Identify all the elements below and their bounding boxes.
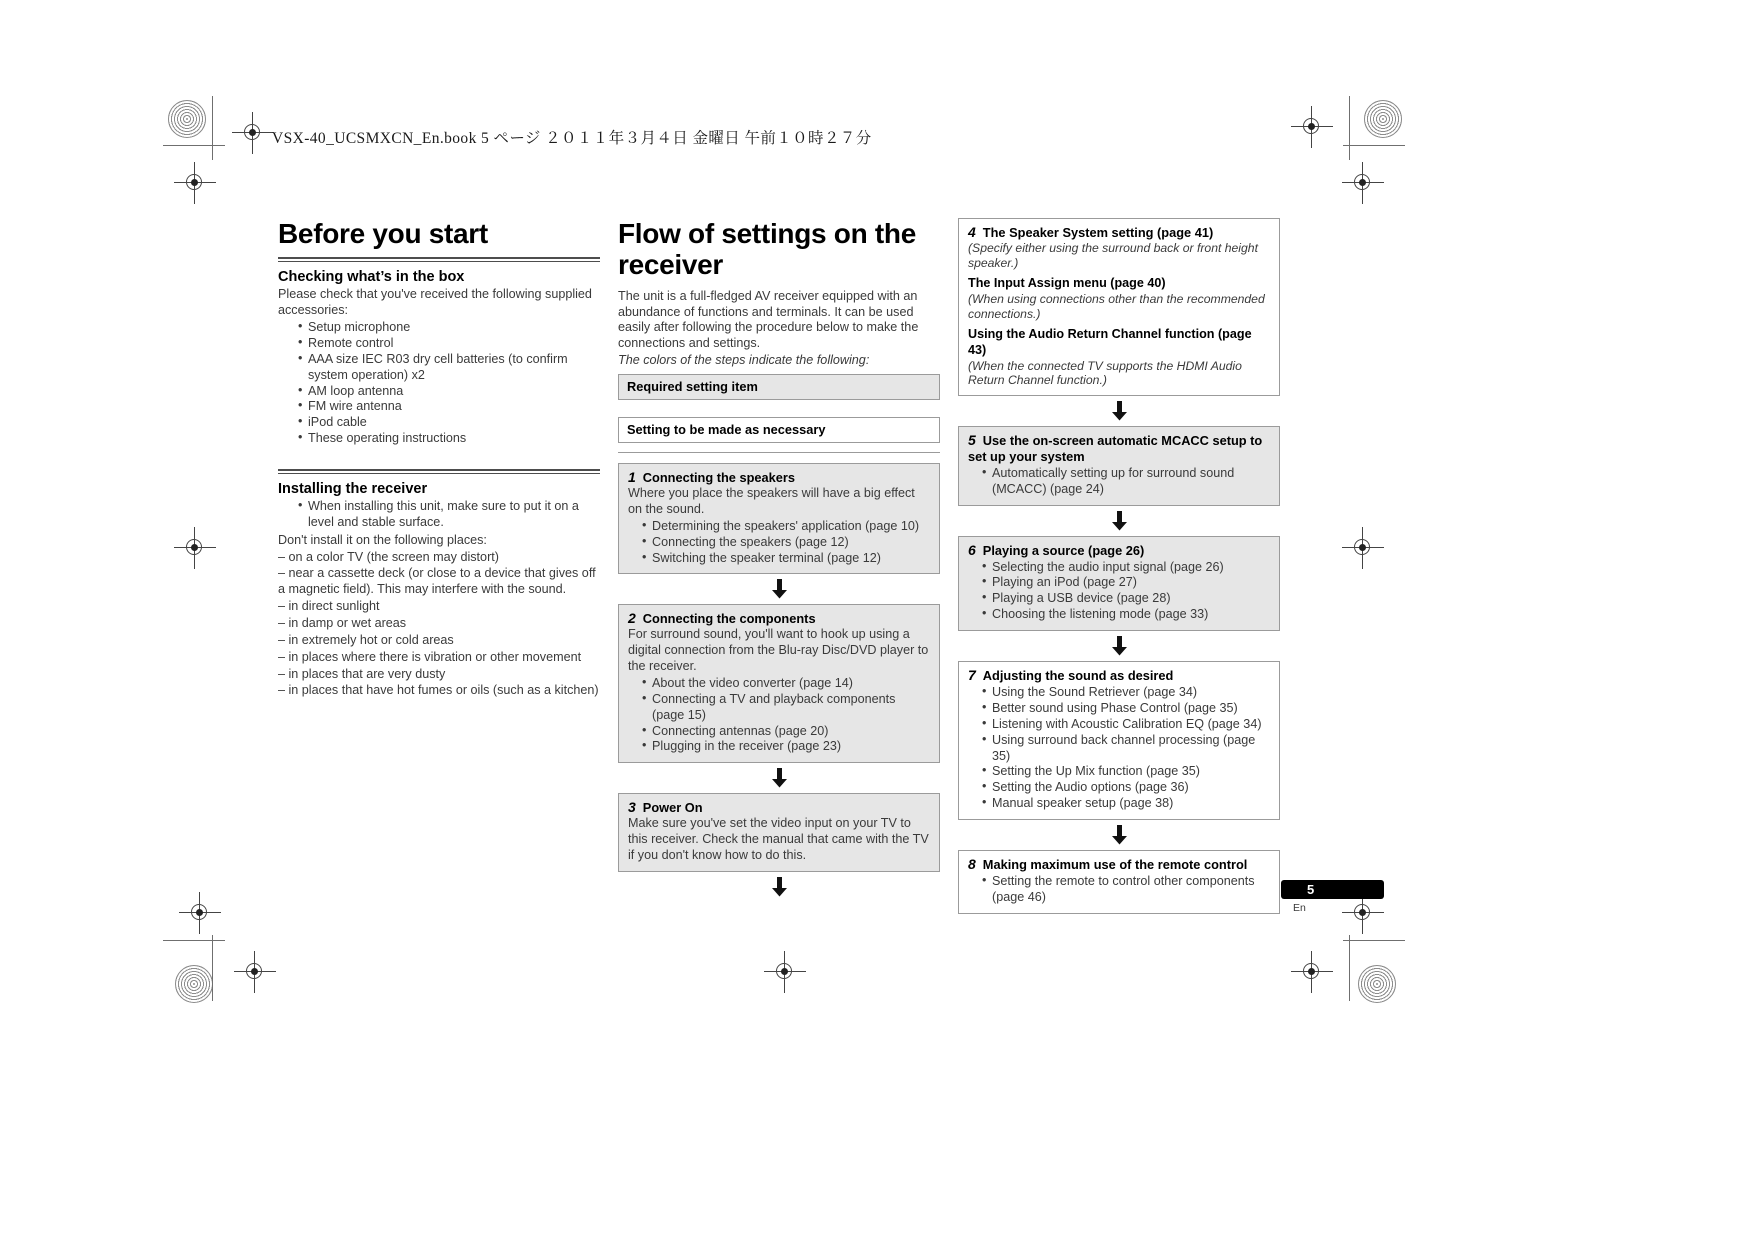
list-item: • Automatically setting up for surround sound (MCACC) (page 24) [982,466,1270,498]
crop-line-top-left-v [212,96,213,160]
step-1-body: Where you place the speakers will have a big effect on the sound. [628,486,915,516]
registration-target-left-upper [180,168,210,198]
crop-line-bottom-left-v [212,935,213,1001]
step-2-body: For surround sound, you'll want to hook up using a digital connection from the Blu-ray Disc/DVD player to the receiver. [628,627,929,674]
flow-arrow-down-icon [958,401,1280,421]
registration-circle-top-left [168,100,206,138]
list-item: • Connecting the speakers (page 12) [642,535,930,551]
page-number-badge [1281,880,1384,899]
step-box-8 [958,850,1280,914]
list-item: • Setting the Up Mix function (page 35) [982,764,1270,780]
step-number: 1 [628,469,636,486]
step-title: Use the on-screen automatic MCACC setup to set up your system [968,433,1263,465]
step-title: Connecting the speakers [642,470,795,486]
step-7-bullets [968,685,1270,812]
heading-checking-box: Checking what’s in the box [278,269,465,286]
step-number: 5 [968,432,976,449]
registration-target-top-left [238,118,268,148]
step-title: Connecting the components [642,611,816,627]
list-item: • AM loop antenna [298,384,600,400]
list-item: • Selecting the audio input signal (page 26) [982,560,1270,576]
file-header-text: VSX-40_UCSMXCN_En.book 5 ページ ２０１１年３月４日 金曜日 午前１０時２７分 [272,130,872,147]
registration-target-right-mid [1348,533,1378,563]
flow-arrow-down-icon [618,768,940,788]
flow-arrow-down-icon [958,825,1280,845]
flow-arrow-down-icon [958,511,1280,531]
flow-arrow-down-icon [958,636,1280,656]
list-item: • Manual speaker setup (page 38) [982,796,1270,812]
crop-line-top-left-h [163,145,225,146]
registration-target-top-right [1297,112,1327,142]
legend-required-setting: Required setting item [618,374,940,400]
step-number: 3 [628,799,636,816]
list-item: • Setup microphone [298,320,600,336]
legend-intro: The colors of the steps indicate the following: [618,353,870,368]
step-title: Adjusting the sound as desired [982,668,1174,684]
step-box-4 [958,218,1280,396]
list-item: • AAA size IEC R03 dry cell batteries (to confirm system operation) x2 [298,352,600,384]
list-item: • Using surround back channel processing (page 35) [982,733,1270,765]
step-5-heading [968,432,1270,465]
language-label: En [1293,902,1306,914]
step-3-heading [628,799,930,816]
step-box-2 [618,604,940,763]
step-title: The Speaker System setting (page 41) [982,225,1214,240]
registration-target-right-upper [1348,168,1378,198]
registration-target-bottom-center [770,957,800,987]
registration-circle-bottom-right [1358,965,1396,1003]
rule-divider [278,257,600,262]
step-5-bullets [968,466,1270,498]
flow-arrow-down-icon [618,579,940,599]
list-item: • Better sound using Phase Control (page 35) [982,701,1270,717]
registration-target-bottom-left [240,957,270,987]
list-item: • These operating instructions [298,431,600,447]
dash-item: – in places that have hot fumes or oils (such as a kitchen) [278,683,599,698]
step-number: 6 [968,541,976,558]
step-8-bullets [968,874,1270,906]
list-item: • About the video converter (page 14) [642,676,930,692]
registration-circle-top-right [1364,100,1402,138]
list-item: • Playing an iPod (page 27) [982,575,1270,591]
step-title: Making maximum use of the remote control [982,857,1248,872]
list-item: • Connecting a TV and playback components (page 15) [642,692,930,724]
list-item: • When installing this unit, make sure to put it on a level and stable surface. [298,499,600,531]
registration-target-left-mid [180,533,210,563]
step-number: 8 [968,856,976,872]
step-box-1 [618,463,940,574]
left-column [278,218,600,700]
step-number: 7 [968,667,976,684]
installing-lead: Don't install it on the following places: [278,532,487,547]
list-item: • Plugging in the receiver (page 23) [642,739,930,755]
list-item: • Remote control [298,336,600,352]
middle-column [618,218,940,902]
page-title-before-you-start: Before you start [278,218,488,249]
list-item: • Determining the speakers' application (page 10) [642,519,930,535]
crop-line-top-right-v [1349,96,1350,160]
dash-item: – in damp or wet areas [278,615,407,630]
list-item: • Setting the remote to control other components (page 46) [982,874,1270,906]
step-6-bullets [968,560,1270,623]
registration-target-left-lower [185,898,215,928]
step-1-bullets [628,519,930,567]
flow-intro: The unit is a full-fledged AV receiver equipped with an abundance of functions and terminals. It can be used easily after following the procedure below to make the connections and settings. [618,288,919,351]
step-box-5 [958,426,1280,505]
box-contents-list [278,320,600,447]
legend-optional-setting: Setting to be made as necessary [618,417,940,443]
step-number: 4 [968,224,976,240]
step-4-note: (Specify either using the surround back or front height speaker.) [968,241,1258,270]
registration-circle-bottom-left [175,965,213,1003]
dash-item: – on a color TV (the screen may distort) [278,549,499,564]
list-item: • Using the Sound Retriever (page 34) [982,685,1270,701]
step-box-6 [958,536,1280,632]
heading-installing-receiver: Installing the receiver [278,480,428,497]
registration-target-bottom-right [1297,957,1327,987]
step-1-heading [628,469,930,486]
step-2-bullets [628,676,930,755]
list-item: • iPod cable [298,415,600,431]
crop-line-bottom-right-h [1343,940,1405,941]
step-4-sub-note-arc: (When the connected TV supports the HDMI Audio Return Channel function.) [968,358,1242,388]
step-4-sub-heading-arc: Using the Audio Return Channel function (page 43) [968,327,1252,358]
list-item: • Connecting antennas (page 20) [642,724,930,740]
crop-line-bottom-right-v [1349,935,1350,1001]
step-box-3 [618,793,940,872]
page-number: 5 [1307,882,1315,897]
registration-target-right-lower [1348,898,1378,928]
step-3-body: Make sure you've set the video input on your TV to this receiver. Check the manual that came with the TV if you don't know how to do this. [628,816,929,863]
page-title-flow-of-settings: Flow of settings on the receiver [618,218,916,281]
dash-item: – in places where there is vibration or other movement [278,649,582,664]
step-4-sub-heading-input-assign: The Input Assign menu (page 40) [968,276,1166,291]
step-4-heading [968,224,1270,241]
step-2-heading [628,610,930,627]
crop-line-top-right-h [1343,145,1405,146]
list-item: • Listening with Acoustic Calibration EQ (page 34) [982,717,1270,733]
list-item: • Choosing the listening mode (page 33) [982,607,1270,623]
list-item: • Playing a USB device (page 28) [982,591,1270,607]
step-8-heading [968,856,1270,873]
installing-bullets [278,499,600,531]
dash-item: – near a cassette deck (or close to a device that gives off a magnetic field). This may interfere with the sound. [278,566,596,597]
step-number: 2 [628,610,636,627]
dash-item: – in extremely hot or cold areas [278,632,454,647]
step-4-sub-note-input-assign: (When using connections other than the recommended connections.) [968,292,1265,321]
step-7-heading [968,667,1270,684]
right-column [958,218,1280,914]
crop-line-bottom-left-h [163,940,225,941]
list-item: • Switching the speaker terminal (page 12) [642,551,930,567]
dash-item: – in direct sunlight [278,599,380,614]
step-box-7 [958,661,1280,820]
separator-line [618,452,940,453]
list-item: • FM wire antenna [298,399,600,415]
step-6-heading [968,542,1270,559]
rule-divider [278,469,600,474]
step-title: Playing a source (page 26) [982,542,1145,558]
dash-item: – in places that are very dusty [278,666,446,681]
checking-box-intro: Please check that you've received the following supplied accessories: [278,287,592,318]
step-title: Power On [642,800,703,816]
flow-arrow-down-icon [618,877,940,897]
list-item: • Setting the Audio options (page 36) [982,780,1270,796]
